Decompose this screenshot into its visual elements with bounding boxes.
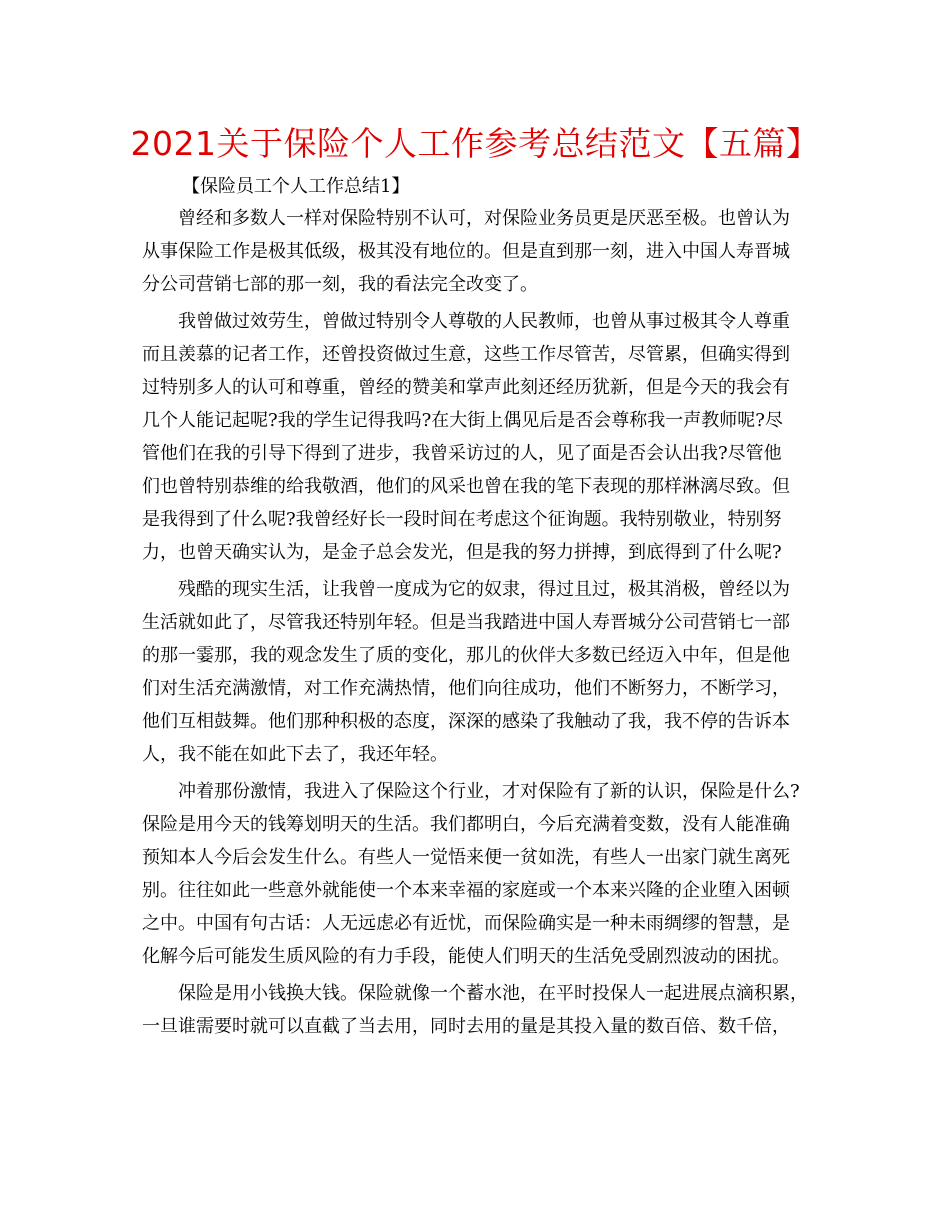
text-line: 残酷的现实生活，让我曾一度成为它的奴隶，得过且过，极其消极，曾经以为 [178, 579, 790, 600]
text-line: 预知本人今后会发生什么。有些人一觉悟来便一贫如洗，有些人一出家门就生离死 [142, 847, 790, 868]
document-body [142, 172, 826, 1047]
text-line: 人，我不能在如此下去了，我还年轻。 [142, 744, 448, 765]
text-line: 之中。中国有句古话：人无远虑必有近忧，而保险确实是一种未雨绸缪的智慧，是 [142, 913, 790, 934]
text-line: 一旦谁需要时就可以直截了当去用，同时去用的量是其投入量的数百倍、数千倍， [142, 1016, 790, 1037]
paragraph [142, 573, 826, 771]
text-line: 我曾做过效劳生，曾做过特别令人尊敬的人民教师，也曾从事过极其令人尊重 [178, 311, 790, 332]
text-line: 冲着那份激情，我进入了保险这个行业，才对保险有了新的认识，保险是什么? [178, 781, 800, 802]
text-line: 生活就如此了，尽管我还特别年轻。但是当我踏进中国人寿晋城分公司营销七一部 [142, 612, 790, 633]
paragraph [142, 305, 826, 569]
section-subtitle: 【保险员工个人工作总结1】 [182, 176, 410, 197]
text-line: 从事保险工作是极其低级，极其没有地位的。但是直到那一刻，进入中国人寿晋城 [142, 241, 790, 262]
text-line: 分公司营销七部的那一刻，我的看法完全改变了。 [142, 274, 538, 295]
paragraph [142, 977, 826, 1043]
text-line: 别。往往如此一些意外就能使一个本来幸福的家庭或一个本来兴隆的企业堕入困顿 [142, 880, 790, 901]
document-title: 2021关于保险个人工作参考总结范文【五篇】 [130, 124, 820, 163]
text-line: 他们互相鼓舞。他们那种积极的态度，深深的感染了我触动了我，我不停的告诉本 [142, 711, 790, 732]
text-line: 管他们在我的引导下得到了进步，我曾采访过的人，见了面是否会认出我?尽管他 [142, 443, 782, 464]
paragraph [142, 775, 826, 973]
text-line: 曾经和多数人一样对保险特别不认可，对保险业务员更是厌恶至极。也曾认为 [178, 208, 790, 229]
paragraph [142, 202, 826, 301]
text-line: 几个人能记起呢?我的学生记得我吗?在大街上偶见后是否会尊称我一声教师呢?尽 [142, 410, 783, 431]
text-line: 保险是用今天的钱筹划明天的生活。我们都明白，今后充满着变数，没有人能准确 [142, 814, 790, 835]
text-line: 保险是用小钱换大钱。保险就像一个蓄水池，在平时投保人一起进展点滴积累， [178, 983, 808, 1004]
text-line: 们对生活充满激情，对工作充满热情，他们向往成功，他们不断努力，不断学习， [142, 678, 790, 699]
text-line: 是我得到了什么呢?我曾经好长一段时间在考虑这个征询题。我特别敬业，特别努 [142, 509, 782, 530]
text-line: 而且羡慕的记者工作，还曾投资做过生意，这些工作尽管苦，尽管累，但确实得到 [142, 344, 790, 365]
text-line: 力，也曾天确实认为，是金子总会发光，但是我的努力拼搏，到底得到了什么呢? [142, 542, 782, 563]
text-line: 化解今后可能发生质风险的有力手段，能使人们明天的生活免受剧烈波动的困扰。 [142, 946, 790, 967]
text-line: 过特别多人的认可和尊重，曾经的赞美和掌声此刻还经历犹新，但是今天的我会有 [142, 377, 790, 398]
text-line: 的那一霎那，我的观念发生了质的变化，那儿的伙伴大多数已经迈入中年，但是他 [142, 645, 790, 666]
text-line: 们也曾特别恭维的给我敬酒，他们的风采也曾在我的笔下表现的那样淋漓尽致。但 [142, 476, 790, 497]
